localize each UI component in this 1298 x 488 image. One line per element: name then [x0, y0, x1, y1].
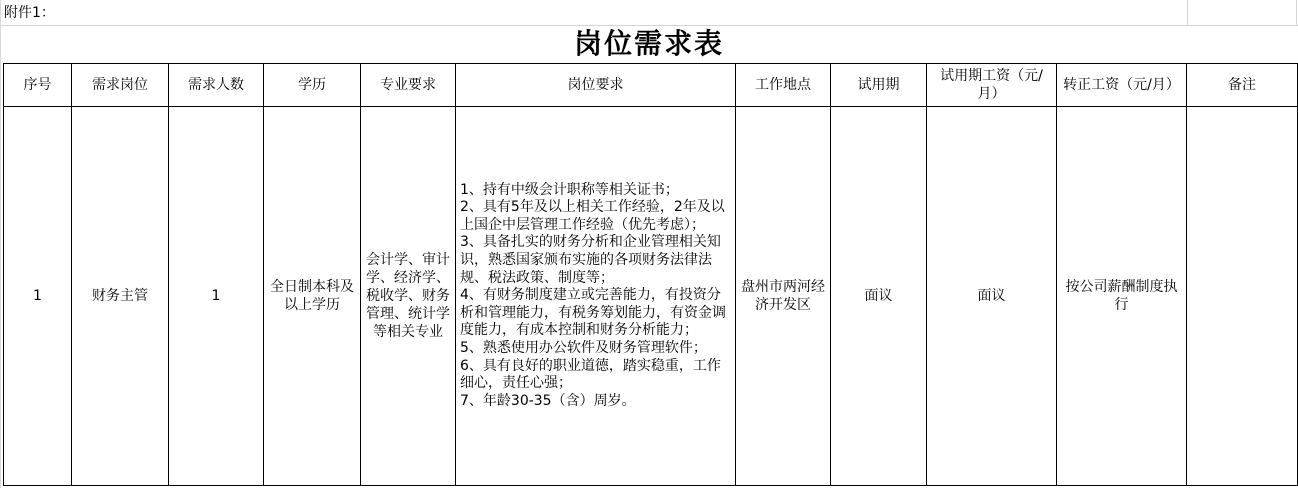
header-requirements[interactable]: 岗位要求: [456, 64, 736, 107]
cell-headcount[interactable]: 1: [169, 107, 264, 486]
header-major[interactable]: 专业要求: [361, 64, 456, 107]
cell-probation-salary[interactable]: 面议: [927, 107, 1057, 486]
cell-major[interactable]: 会计学、审计学、经济学、税收学、财务管理、统计学等相关专业: [361, 107, 456, 486]
header-location[interactable]: 工作地点: [736, 64, 831, 107]
requirement-item: 2、具有5年及以上相关工作经验，2年及以上国企中层管理工作经验（优先考虑）；: [460, 199, 725, 233]
requirement-item: 5、熟悉使用办公软件及财务管理软件；: [460, 339, 707, 356]
header-probation-salary[interactable]: 试用期工资（元/月）: [927, 64, 1057, 107]
header-education[interactable]: 学历: [264, 64, 361, 107]
cell-education[interactable]: 全日制本科及以上学历: [264, 107, 361, 486]
header-remarks[interactable]: 备注: [1187, 64, 1298, 107]
table-row: [4, 107, 1298, 486]
header-seq[interactable]: 序号: [4, 64, 72, 107]
cell-remarks[interactable]: [1187, 107, 1298, 486]
requirement-item: 6、具有良好的职业道德，踏实稳重，工作细心，责任心强；: [460, 357, 721, 392]
grid-line: [1187, 0, 1188, 25]
header-position[interactable]: 需求岗位: [72, 64, 169, 107]
header-probation[interactable]: 试用期: [831, 64, 927, 107]
requirement-item: 3、具备扎实的财务分析和企业管理相关知识，熟悉国家颁布实施的各项财务法律法规、税法政策、制度等；: [460, 234, 721, 286]
requirement-item: 1、持有中级会计职称等相关证书；: [460, 181, 679, 198]
job-requirements-table: [3, 63, 1298, 486]
attachment-label: 附件1：: [4, 5, 55, 21]
cell-probation[interactable]: 面议: [831, 107, 927, 486]
cell-position[interactable]: 财务主管: [72, 107, 169, 486]
grid-line: [1296, 0, 1297, 25]
requirement-item: 7、年龄30-35（含）周岁。: [460, 392, 636, 409]
requirement-item: 4、有财务制度建立或完善能力，有投资分析和管理能力，有税务筹划能力，有资金调度能力，有成本控制和财务分析能力；: [460, 287, 726, 339]
header-row: [4, 64, 1298, 107]
cell-seq[interactable]: 1: [4, 107, 72, 486]
cell-location[interactable]: 盘州市两河经济开发区: [736, 107, 831, 486]
table-title: 岗位需求表: [573, 27, 724, 60]
cell-requirements[interactable]: [456, 107, 736, 486]
header-regular-salary[interactable]: 转正工资（元/月）: [1057, 64, 1187, 107]
header-headcount[interactable]: 需求人数: [169, 64, 264, 107]
cell-regular-salary[interactable]: 按公司薪酬制度执行: [1057, 107, 1187, 486]
